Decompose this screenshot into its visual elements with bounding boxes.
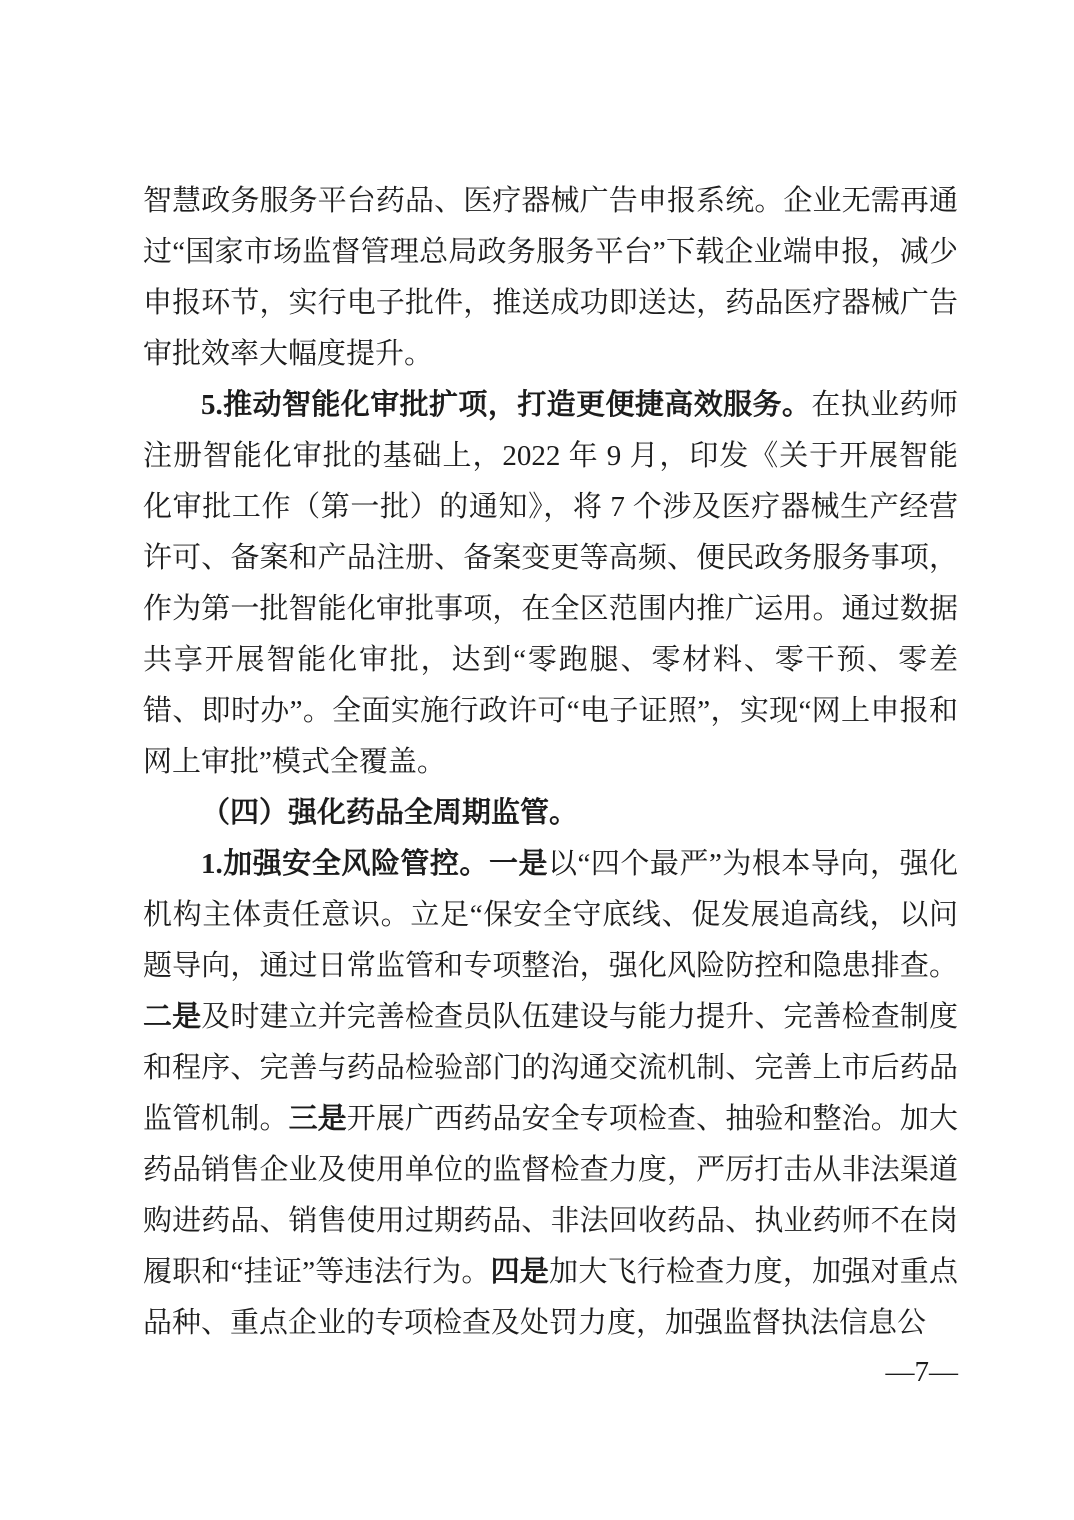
list-marker-sanshi: 三是 <box>288 1103 347 1135</box>
paragraph-lead-bold: 5.推动智能化审批扩项，打造更便捷高效服务。 <box>201 389 812 421</box>
paragraph-lead-bold: 1.加强安全风险管控。 <box>201 848 489 880</box>
document-body <box>143 176 958 1349</box>
paragraph-text: 在执业药师注册智能化审批的基础上，2022 年 9 月，印发《关于开展智能化审批工作（第一批）的通知》，将 7 个涉及医疗器械生产经营许可、备案和产品注册、备案变更等高频、便民政务服务事项，作为第一批智能化审批事项，在全区范围内推广运用。通过数据共享开展智能化审批，达到“零跑腿、零材料、零干预、零差错、即时办”。全面实施行政许可“电子证照”，实现“网上申报和网上审批”模式全覆盖。 <box>143 389 958 778</box>
paragraph-text: 以“四个最严”为根本导向，强化机构主体责任意识。立足“保安全守底线、促发展追高线，以问题导向，通过日常监管和专项整治，强化风险防控和隐患排查。 <box>143 848 958 982</box>
list-marker-sishi: 四是 <box>490 1256 550 1288</box>
paragraph-text: 加大飞行检查力度，加强对重点品种、重点企业的专项检查及处罚力度，加强监督执法信息公 <box>143 1256 958 1339</box>
paragraph-item-1 <box>143 839 958 1349</box>
section-heading-4 <box>143 788 958 839</box>
paragraph-item-5 <box>143 380 958 788</box>
paragraph-text: 开展广西药品安全专项检查、抽验和整治。加大药品销售企业及使用单位的监督检查力度，严厉打击从非法渠道购进药品、销售使用过期药品、非法回收药品、执业药师不在岗履职和“挂证”等违法行为。 <box>143 1103 958 1288</box>
paragraph-continuation <box>143 176 958 380</box>
paragraph-text: 及时建立并完善检查员队伍建设与能力提升、完善检查制度和程序、完善与药品检验部门的沟通交流机制、完善上市后药品监管机制。 <box>143 1001 958 1135</box>
section-heading-text: （四）强化药品全周期监管。 <box>201 797 579 829</box>
list-marker-yishi: 一是 <box>488 848 548 880</box>
paragraph-text: 智慧政务服务平台药品、医疗器械广告申报系统。企业无需再通过“国家市场监督管理总局政务服务平台”下载企业端申报，减少申报环节，实行电子批件，推送成功即送达，药品医疗器械广告审批效率大幅度提升。 <box>143 185 958 370</box>
list-marker-ershi: 二是 <box>143 1001 202 1033</box>
page-number: —7— <box>885 1356 958 1388</box>
